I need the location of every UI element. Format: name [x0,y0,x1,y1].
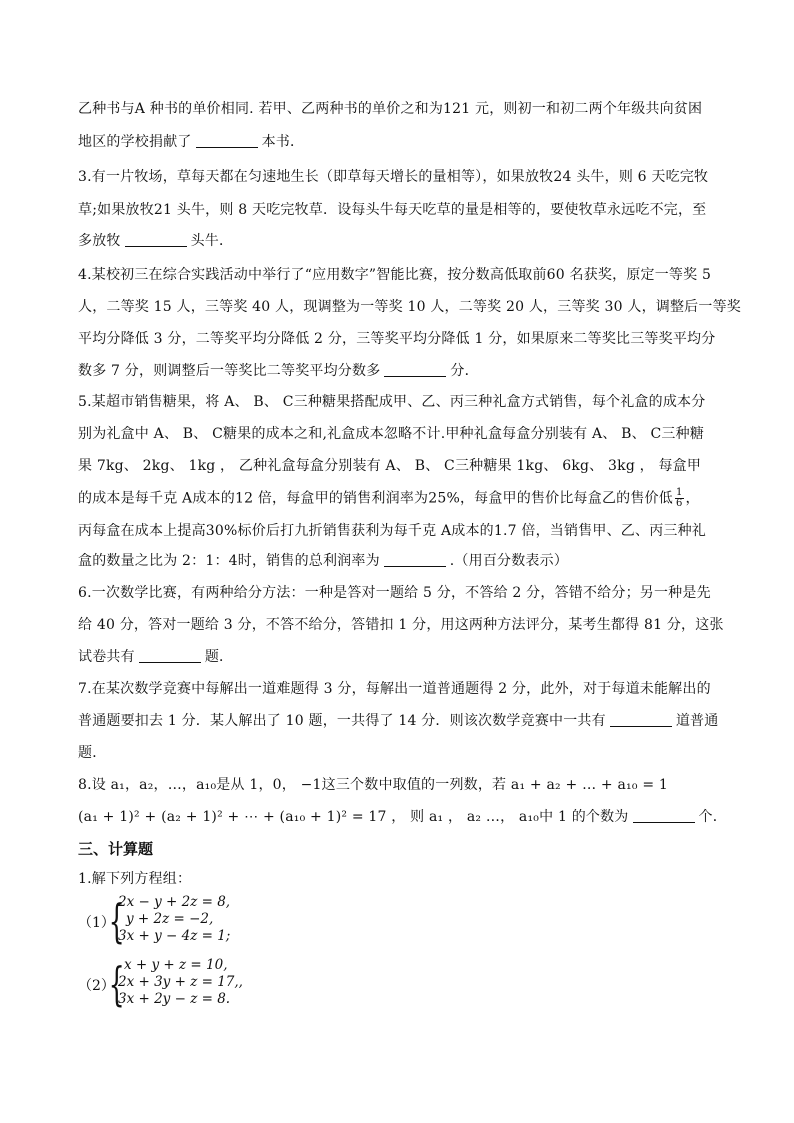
answer-blank [125,232,187,247]
text-line: 乙种书与A 种书的单价相同. 若甲、乙两种书的单价之和为121 元，则初一和初二两个年级共向贫困 [78,101,703,117]
text-span: 普通题要扣去 1 分．某人解出了 10 题，一共得了 14 分．则该次数学竞赛中一共有 [78,713,606,729]
text-span: .（用百分数表示） [449,553,569,569]
equation: 3x + y − 4z = 1; [118,928,231,944]
text-line [78,552,568,570]
text-line: 3.有一片牧场，草每天都在匀速地生长（即草每天增长的量相等），如果放牧24 头牛，则 6 天吃完牧 [78,169,709,185]
equation: x + y + z = 10, [124,957,228,973]
answer-blank [633,808,695,823]
text-line: 丙每盒在成本上提高30%标价后打九折销售获利为每千克 A成本的1.7 倍，当销售甲、乙、丙三种礼 [78,523,706,539]
answer-blank [139,648,201,663]
text-span: 分． [450,363,479,379]
text-line: 8.设 a₁，a₂，…，a₁₀是从 1，0， −1这三个数中取值的一列数，若 a₁ + a₂ + … + a₁₀ = 1 [78,777,669,793]
answer-blank [196,133,258,148]
text-line: 果 7kg、 2kg、 1kg ， 乙种礼盒每盒分别装有 A、 B、 C三种糖果 1kg、 6kg、 3kg ， 每盒甲 [78,458,702,474]
answer-blank [610,712,672,727]
answer-blank [384,552,446,567]
text-line: 6.一次数学比赛，有两种给分方法：一种是答对一题给 5 分，不答给 2 分，答错不给分；另一种是先 [78,585,711,601]
equation: 3x + 2y − z = 8. [118,991,231,1007]
text-line: 4.某校初三在综合实践活动中举行了“应用数字”智能比赛，按分数高低取前60 名获奖，原定一等奖 5 [78,267,712,283]
text-line: 给 40 分，答对一题给 3 分，不答不给分，答错扣 1 分，用这两种方法评分，某考生都得 81 分，这张 [78,617,724,633]
equations [118,957,243,1008]
text-span: 的成本是每千克 A成本的12 倍，每盒甲的销售利润率为25%，每盒甲的售价比每盒乙的售价低 [78,490,673,507]
text-line: 别为礼盒中 A、 B、 C糖果的成本之和,礼盒成本忽略不计.甲种礼盒每盒分别装有 A、 B、 C三种糖 [78,426,705,442]
text-span: 本书． [261,134,305,150]
text-line [78,362,479,380]
text-line [78,712,718,730]
text-span: 头牛． [190,233,234,249]
text-line [78,232,233,250]
text-line [78,133,304,151]
text-span: 道普通 [675,713,719,729]
text-line: 5.某超市销售糖果，将 A、 B、 C三种糖果搭配成甲、乙、丙三种礼盒方式销售，每个礼盒的成本分 [78,394,706,410]
text-span: 盒的数量之比为 2：1：4时，销售的总利润率为 [78,553,380,569]
system-label: （2） [78,978,115,994]
equation: 2x + 3y + z = 17,, [118,974,243,990]
text-line: 人，二等奖 15 人，三等奖 40 人，现调整为一等奖 10 人，二等奖 20 人，三等奖 30 人，调整后一等奖 [78,299,741,315]
question-intro: 1.解下列方程组： [78,871,192,887]
text-line [78,808,727,826]
text-span: 个． [698,809,727,825]
section-heading: 三、计算题 [78,840,154,858]
fraction-numerator: 1 [675,487,683,498]
text-span: ， [685,490,700,507]
text-span: (a₁ + 1)² + (a₂ + 1)² + ⋯ + (a₁₀ + 1)² = 17 ， 则 a₁ ， a₂ …， a₁₀中 1 的个数为 [78,809,629,825]
left-brace: { [108,957,125,1011]
text-span: 试卷共有 [78,649,135,665]
text-line [78,648,233,666]
text-span: 数多 7 分，则调整后一等奖比二等奖平均分数多 [78,363,381,379]
equations [118,894,230,945]
text-line: 平均分降低 3 分，二等奖平均分降低 2 分，三等奖平均分降低 1 分，如果原来二等奖比三等奖平均分 [78,331,716,347]
answer-blank [384,362,446,377]
text-line [78,488,700,509]
text-line: 草;如果放牧21 头牛，则 8 天吃完牧草．设每头牛每天吃草的量是相等的，要使牧草永远吃不完，至 [78,202,707,218]
text-span: 地区的学校捐献了 [78,134,192,150]
text-span: 题． [204,649,234,665]
fraction-denominator: 6 [675,498,683,509]
equation-system-2 [78,957,378,1017]
text-line: 题． [78,745,107,761]
equation-system-1 [78,894,378,954]
text-line: 7.在某次数学竞赛中每解出一道难题得 3 分，每解出一道普通题得 2 分，此外，对于每道未能解出的 [78,681,711,697]
text-span: 多放牧 [78,233,121,249]
equation: y + 2z = −2, [126,911,214,927]
system-label: （1） [78,915,115,931]
fraction [675,488,684,509]
equation: 2x − y + 2z = 8, [118,894,231,910]
left-brace: { [108,894,125,948]
